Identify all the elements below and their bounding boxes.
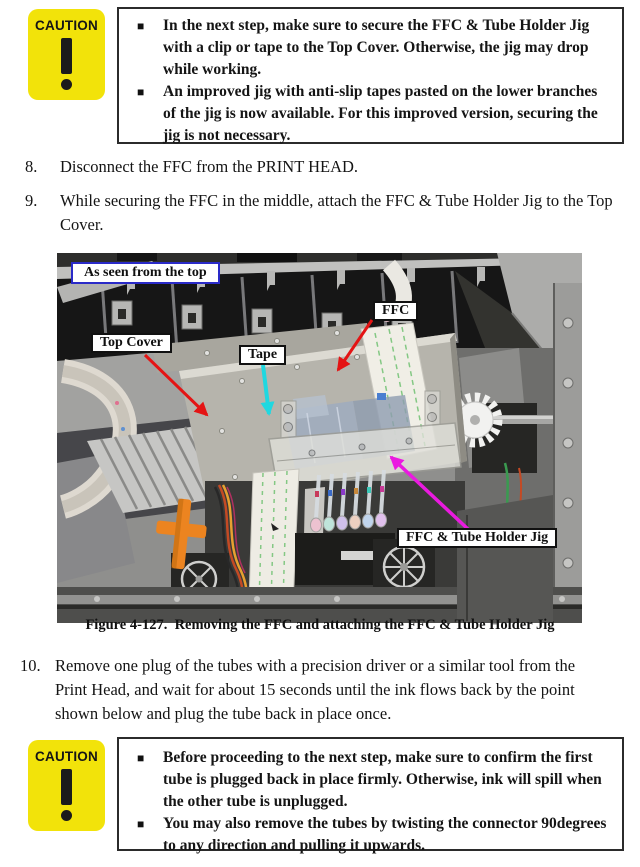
step-number: 8.	[25, 157, 38, 176]
caution-item	[125, 747, 614, 813]
exclamation-icon	[61, 38, 72, 74]
figure-photo	[57, 253, 582, 623]
exclamation-icon	[61, 769, 72, 805]
bullet-icon: ■	[137, 817, 145, 831]
ffc-label: FFC	[373, 301, 418, 321]
step-number: 10.	[20, 656, 41, 675]
view-label: As seen from the top	[71, 262, 220, 284]
caution-label: CAUTION	[35, 18, 98, 33]
caution-text: You may also remove the tubes by twisting the connector 90degrees to any direction and pulling it upwards.	[163, 815, 607, 854]
step-number: 9.	[25, 191, 38, 210]
bullet-icon: ■	[137, 751, 145, 765]
top-caution-box	[117, 7, 624, 144]
step-text: While securing the FFC in the middle, attach the FFC & Tube Holder Jig to the Top Cover.	[60, 191, 613, 234]
figure-caption: Figure 4-127. Removing the FFC and attaching the FFC & Tube Holder Jig	[85, 617, 555, 633]
step-9	[20, 189, 620, 237]
bullet-icon: ■	[137, 19, 145, 33]
top-cover-label: Top Cover	[91, 333, 172, 353]
caution-icon	[28, 740, 105, 831]
caution-text: Before proceeding to the next step, make sure to confirm the first tube is plugged back in place firmly. Otherwise, ink will spill when the other tube is unplugged.	[163, 749, 602, 810]
caution-text: An improved jig with anti-slip tapes pasted on the lower branches of the jig is now available. For this improved version, securing the jig is not necessary.	[163, 83, 598, 144]
caution-icon	[28, 9, 105, 100]
exclamation-dot	[61, 810, 72, 821]
bullet-icon: ■	[137, 85, 145, 99]
jig-label: FFC & Tube Holder Jig	[397, 528, 557, 548]
caution-item	[125, 15, 614, 81]
step-8	[20, 155, 620, 179]
caution-text: In the next step, make sure to secure the FFC & Tube Holder Jig with a clip or tape to the Top Cover. Otherwise, the jig may drop while working.	[163, 17, 590, 78]
step-text: Disconnect the FFC from the PRINT HEAD.	[60, 157, 359, 176]
step-text: Remove one plug of the tubes with a precision driver or a similar tool from the Print Head, and wait for about 15 seconds until the ink flows back by the point shown below and plug the tube back in place once.	[55, 656, 576, 723]
exclamation-dot	[61, 79, 72, 90]
step-10	[20, 654, 620, 726]
photo-illustration	[57, 253, 582, 623]
tape-label: Tape	[239, 345, 286, 365]
caution-item	[125, 81, 614, 147]
caution-label: CAUTION	[35, 749, 98, 764]
caution-item	[125, 813, 614, 857]
photo-machinery	[57, 253, 582, 623]
bottom-caution-box	[117, 737, 624, 854]
